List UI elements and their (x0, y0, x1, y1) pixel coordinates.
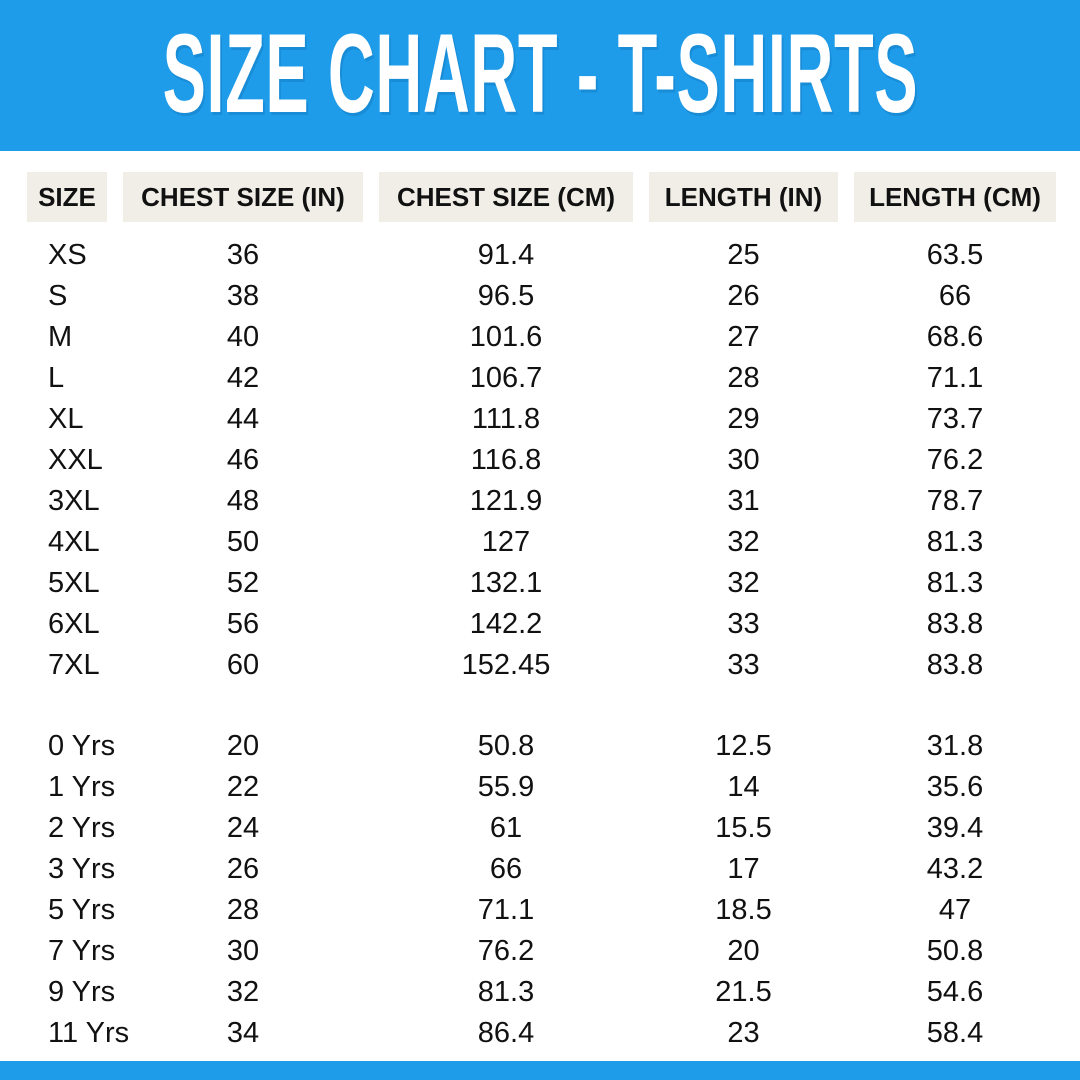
cell-size: 6XL (48, 608, 100, 640)
header-cell-chest-size-cm: CHEST SIZE (CM) (379, 172, 633, 222)
size-chart-table (0, 151, 1080, 1054)
table-row (0, 808, 1080, 849)
cell-chest-size-cm: 111.8 (471, 403, 541, 435)
cell-length-in: 28 (727, 362, 760, 394)
cell-size: 2 Yrs (48, 812, 116, 844)
cell-length-in: 33 (727, 649, 760, 681)
table-row (0, 235, 1080, 276)
cell-length-cm: 50.8 (926, 935, 984, 967)
header-cell-length-in: LENGTH (IN) (649, 172, 838, 222)
cell-chest-size-cm: 66 (489, 853, 523, 885)
cell-size: 11 Yrs (48, 1017, 130, 1049)
cell-size: 0 Yrs (48, 730, 116, 762)
cell-chest-size-cm: 86.4 (477, 1017, 535, 1049)
cell-chest-size-in: 60 (226, 649, 260, 681)
cell-chest-size-cm: 127 (481, 526, 531, 558)
cell-length-cm: 54.6 (926, 976, 984, 1008)
cell-length-cm: 83.8 (926, 649, 984, 681)
header-cell-chest-size-in: CHEST SIZE (IN) (123, 172, 363, 222)
cell-length-in: 29 (727, 403, 760, 435)
cell-chest-size-cm: 116.8 (470, 444, 542, 476)
cell-length-in: 26 (727, 280, 760, 312)
kids-sizes-section (0, 726, 1080, 1054)
page-title: SIZE CHART - T-SHIRTS (162, 10, 918, 136)
cell-chest-size-in: 24 (226, 812, 260, 844)
table-row (0, 726, 1080, 767)
cell-chest-size-cm: 81.3 (477, 976, 535, 1008)
cell-size: 9 Yrs (48, 976, 116, 1008)
cell-size: 7XL (48, 649, 100, 681)
cell-length-cm: 66 (938, 280, 972, 312)
cell-chest-size-cm: 50.8 (477, 730, 535, 762)
table-row (0, 849, 1080, 890)
table-row (0, 604, 1080, 645)
cell-size: 1 Yrs (48, 771, 116, 803)
cell-size: XS (48, 239, 87, 271)
cell-chest-size-cm: 101.6 (469, 321, 543, 353)
cell-size: XXL (48, 444, 103, 476)
cell-length-cm: 31.8 (926, 730, 984, 762)
cell-chest-size-cm: 71.1 (477, 894, 535, 926)
cell-length-cm: 58.4 (926, 1017, 984, 1049)
table-header-row (0, 172, 1080, 222)
cell-length-in: 32 (727, 567, 760, 599)
cell-chest-size-in: 20 (226, 730, 260, 762)
cell-chest-size-in: 40 (226, 321, 260, 353)
cell-chest-size-cm: 121.9 (469, 485, 543, 517)
cell-chest-size-in: 44 (226, 403, 260, 435)
cell-size: 5 Yrs (48, 894, 116, 926)
table-row (0, 767, 1080, 808)
cell-size: 5XL (48, 567, 100, 599)
table-row (0, 645, 1080, 686)
cell-chest-size-in: 36 (226, 239, 260, 271)
cell-length-in: 31 (727, 485, 760, 517)
table-row (0, 563, 1080, 604)
table-row (0, 276, 1080, 317)
title-banner (0, 0, 1080, 151)
cell-length-in: 21.5 (715, 976, 772, 1008)
cell-length-in: 27 (727, 321, 760, 353)
cell-chest-size-in: 26 (226, 853, 260, 885)
cell-chest-size-cm: 91.4 (477, 239, 535, 271)
cell-chest-size-cm: 96.5 (477, 280, 535, 312)
cell-length-in: 33 (727, 608, 760, 640)
cell-length-cm: 43.2 (926, 853, 984, 885)
cell-chest-size-cm: 55.9 (477, 771, 535, 803)
cell-length-in: 12.5 (715, 730, 772, 762)
cell-length-cm: 73.7 (926, 403, 984, 435)
table-row (0, 890, 1080, 931)
cell-size: XL (48, 403, 84, 435)
table-row (0, 972, 1080, 1013)
table-row (0, 440, 1080, 481)
cell-chest-size-in: 46 (226, 444, 260, 476)
table-row (0, 931, 1080, 972)
header-cell-length-cm: LENGTH (CM) (854, 172, 1056, 222)
section-gap (0, 686, 1080, 726)
cell-size: M (48, 321, 73, 353)
cell-chest-size-cm: 61 (489, 812, 523, 844)
cell-length-cm: 35.6 (926, 771, 984, 803)
cell-size: 4XL (48, 526, 100, 558)
cell-chest-size-in: 52 (226, 567, 260, 599)
cell-chest-size-in: 28 (226, 894, 260, 926)
cell-chest-size-cm: 76.2 (477, 935, 535, 967)
cell-chest-size-cm: 132.1 (469, 567, 543, 599)
cell-length-in: 15.5 (715, 812, 772, 844)
cell-length-cm: 83.8 (926, 608, 984, 640)
cell-length-cm: 81.3 (926, 526, 984, 558)
table-row (0, 522, 1080, 563)
cell-size: 3XL (48, 485, 100, 517)
cell-length-cm: 78.7 (926, 485, 984, 517)
cell-length-cm: 71.1 (926, 362, 984, 394)
cell-chest-size-cm: 142.2 (469, 608, 543, 640)
table-row (0, 317, 1080, 358)
cell-chest-size-in: 42 (226, 362, 260, 394)
cell-chest-size-in: 30 (226, 935, 260, 967)
cell-size: L (48, 362, 65, 394)
adult-sizes-section (0, 235, 1080, 686)
cell-length-in: 30 (727, 444, 760, 476)
cell-chest-size-in: 38 (226, 280, 260, 312)
cell-length-in: 14 (727, 771, 760, 803)
cell-chest-size-cm: 106.7 (469, 362, 543, 394)
cell-chest-size-in: 50 (226, 526, 260, 558)
cell-size: S (48, 280, 68, 312)
cell-length-cm: 76.2 (926, 444, 984, 476)
header-cell-size: SIZE (27, 172, 107, 222)
cell-length-in: 18.5 (715, 894, 772, 926)
cell-length-cm: 81.3 (926, 567, 984, 599)
cell-length-in: 23 (727, 1017, 760, 1049)
cell-chest-size-in: 56 (226, 608, 260, 640)
footer-strip (0, 1061, 1080, 1080)
cell-size: 7 Yrs (48, 935, 116, 967)
cell-length-cm: 39.4 (926, 812, 984, 844)
table-row (0, 399, 1080, 440)
cell-length-cm: 47 (938, 894, 972, 926)
cell-chest-size-in: 34 (226, 1017, 260, 1049)
cell-length-cm: 63.5 (926, 239, 984, 271)
cell-length-in: 17 (727, 853, 760, 885)
cell-chest-size-in: 32 (226, 976, 260, 1008)
cell-length-in: 25 (727, 239, 760, 271)
cell-chest-size-in: 48 (226, 485, 260, 517)
cell-chest-size-cm: 152.45 (461, 649, 551, 681)
cell-length-cm: 68.6 (926, 321, 984, 353)
cell-length-in: 20 (727, 935, 760, 967)
table-row (0, 358, 1080, 399)
table-row (0, 481, 1080, 522)
cell-length-in: 32 (727, 526, 760, 558)
cell-size: 3 Yrs (48, 853, 116, 885)
cell-chest-size-in: 22 (226, 771, 260, 803)
table-row (0, 1013, 1080, 1054)
